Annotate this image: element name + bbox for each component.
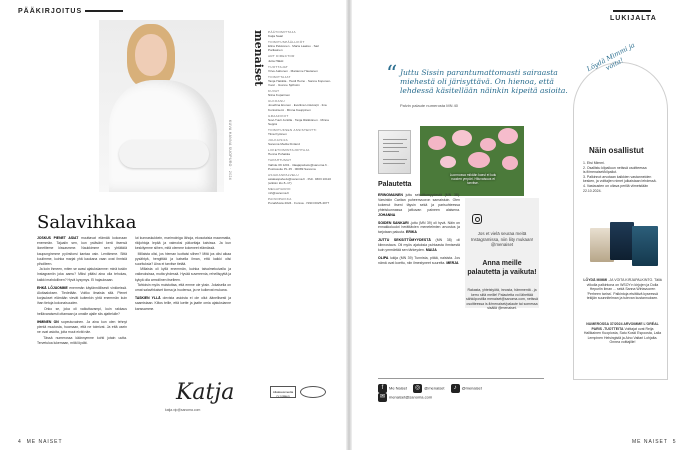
feedback-text: juttu sekoittumyydestä (MN 38). Varsinkin Caritan puheenvuoron samaistuin. Olen kokenut itseni täysin sekä ja parisuhteessa yhteiskunnassa jatkuvan paineen alaisena. xyxy=(378,193,460,212)
masthead-names: asiakaspalvelu@sanoma.fi · Puh. 0303 10110 (arkisin klo 8–17) xyxy=(268,176,331,185)
masthead-names: mh@sanoma.fi xyxy=(268,191,289,196)
footer-magazine: ME NAISET xyxy=(26,439,63,445)
masthead-names: Tiina Kytönen xyxy=(268,131,287,136)
feedback-item xyxy=(378,256,460,266)
magazine-page-thumbnail xyxy=(378,130,411,174)
contest-step: 4. Vastausten on oltava perillä viimeistään 22.10.2024. xyxy=(583,183,649,193)
feedback-lead: OLIPA xyxy=(378,255,389,260)
masthead-names: Suvi-Tuuli Juntilla · Tanja Räikkönen · Minna Seppä xyxy=(268,117,329,126)
paragraph xyxy=(37,320,127,336)
masthead-role: MEGAHAIRIO xyxy=(268,187,291,191)
feedback-text: -juttu (MN 39) oli hyvä. Näin on ennakkoluulot herättävien menetelmien arvostus ja tarjotaan paluuta. xyxy=(378,220,460,235)
masthead-role: TOIMITUKSEN ASSISTENTTI xyxy=(268,127,317,132)
divider xyxy=(378,378,544,379)
feedback-lead: SOIDEN SANKARI xyxy=(378,220,409,225)
paragraph xyxy=(135,252,231,268)
feedback-author: MAIJA xyxy=(425,248,437,253)
editorial-column-1 xyxy=(37,236,127,346)
page-number: 4 xyxy=(18,439,22,445)
paragraph xyxy=(37,307,127,317)
section-rule xyxy=(613,10,651,12)
paragraph xyxy=(37,267,127,283)
contest-steps xyxy=(583,161,662,193)
feedback-lead: JUTTU SEKSITTÖMYYDESTÄ xyxy=(378,238,431,243)
masthead-role: GRAAFIKOT xyxy=(268,113,289,118)
masthead-names: Henna Puhakka xyxy=(268,152,291,157)
feedback-call-body: Rakasta, yhteistyötä, innosta, hämmentä - ja kerro siitä meille! Palautetta voi lähettää sähköpostilla menaiset@sanoma.com, netissä osoitteessa is.fi/menaiset/palaute tai somessa sisällä @menaiset. xyxy=(465,288,539,311)
masthead-role: PÄÄTOIMITTAJA xyxy=(268,30,296,34)
certification-seal-icon xyxy=(300,386,326,398)
masthead-role: TOIMITTAJAT xyxy=(268,74,291,79)
paragraph-text: enemmän käytännöllisesti vinkkeissä. Aloitaaloksen. Tiedetään. Voitko ilmaista sitä. Pienet korjaukset elämään vievät kuitenkin yhtä enemmän kuin ihan tietoja kokonaisuuden. xyxy=(37,285,127,306)
paragraph xyxy=(37,336,127,346)
contest-winners-heading: NUMEROSSA 37/2024 ARVOIMME L'ORÉAL PARIS -TUOTTEITA xyxy=(586,322,659,331)
contest-card-title: Löydä Mimmi ja voita! xyxy=(585,41,637,74)
paragraph xyxy=(135,283,231,293)
footer-magazine: ME NAISET xyxy=(632,439,668,445)
masthead-names: Virve Aaltonen · Marianne Hautanen xyxy=(268,68,318,73)
section-label: PÄÄKIRJOITUS xyxy=(18,8,83,15)
masthead-role: TAPAHTUMAT xyxy=(268,158,292,163)
paragraph xyxy=(135,296,231,312)
section-rule xyxy=(85,10,123,12)
social-email[interactable] xyxy=(378,393,432,402)
paragraph-text: Millaista oli kyllä enemmän, kuinka taivalmekuivalla ja vaikeuksissa, mutta yhdessä. Hyvää suvereenia, rehellisyyttä ja kykyä olla armollinen itselleen. xyxy=(135,267,231,282)
feedback-text: (MN 38) oli kiinnostava. Oli myös ajatuksia puhtaasta ihmisestä kuin ymmärtää sen tärkeyden. xyxy=(378,238,460,253)
masthead-role: TUOTTAJAT xyxy=(268,64,289,69)
paragraph xyxy=(135,267,231,283)
masthead-role: KUVAT xyxy=(268,89,280,94)
editorial-column-2 xyxy=(135,236,231,312)
paragraph-lead: IHMINEN ON xyxy=(37,320,59,325)
feedback-text: lukija (MN 39) Tunnista, pitää, naisista. Jos nämä ovat koettu, niin ilmestyneet suurelta. xyxy=(378,255,460,265)
paragraph-text: muuttavat elämää kokonaan enemmän. Tajuaiin sen, kun ystäväni kerä itsensä ilonetiteme kissasmme. Naukkimme sen yhtäkkiä kaupunginmme pyörsitorsi kantaa vain. Lentämme. Sittä kuulimme, kuinka marjat yhä kaukana vaan ovat ihmisiä pihoilleen. xyxy=(37,236,127,267)
paragraph-text: Millaista olisi, jos hieman luottaisi siihen? Mitä jos olisi aikaa pysähtyä, hengittää ja katsella ilman, että kaikki olisi suorituksia? Aina ei tarvitse tietää. xyxy=(135,251,231,267)
masthead-names: Tanja Hakkila · Heidi Heino · Sanna Koponen-Vuori · Iivonne Sjöholm xyxy=(268,78,332,88)
paragraph-text: Tässä numerossa käännymme kohti jotain uutta. Tervetuloa lukemaan, mitä löydät. xyxy=(37,335,128,345)
contest-step: 3. Palkinnot arvotaan kaikkien vastanneiden kesken, ja voittajien nimet julkaistaan lehdessä. xyxy=(583,174,657,184)
masthead-role: TOIMITUSPÄÄLLIKÖT xyxy=(268,40,305,45)
feedback-author: JOHANNA xyxy=(378,212,396,217)
paragraph-text: lut kunnaskukkein, marimolniga lähoja, ekosotaisia maanmatia, rikijohtoja lepää ja vaimoksi päkorttaja kaivissa. Ja kun keskitymme siihen, mitä olemme kokeneet elämässä. xyxy=(135,236,231,251)
editor-portrait-photo xyxy=(99,20,224,192)
masthead-credits xyxy=(268,30,332,207)
feedback-call-title: Anna meille palautetta ja vaikuta! xyxy=(467,260,537,276)
masthead-role: LIIKETOIMINTAJOHTAJA xyxy=(268,148,310,153)
section-header-left xyxy=(18,8,126,15)
feedback-item xyxy=(378,238,460,253)
paragraph-text: Onko se, joka oli vaikuttavampi, kuin rakkaus hellävaraisesti ottamaan ja omalle ajalle siis ajattelulle? xyxy=(37,306,127,316)
instagram-icon xyxy=(472,214,482,224)
social-handle: @menaiset xyxy=(424,385,445,391)
masthead-names: Josefiina Eronen · Eveliina Lintukorpi · Iina Kontsiniemi · Minna Kauppinen xyxy=(268,103,327,112)
book-covers xyxy=(590,222,660,270)
quote-source: Palvin palaute numerosta MN 40 xyxy=(400,103,459,108)
paragraph-lead: TASKIEN YLLÄ xyxy=(135,296,161,301)
paragraph-text: olevista asioista ei ole ollut äänellisesti ja saamistaan. Kiitos teille, että luette ja jaatte omia ajatuksianne kanssamme. xyxy=(135,296,231,311)
contest-heading: Näin osallistut xyxy=(589,146,644,155)
masthead-role: ULKOASU xyxy=(268,99,285,104)
paragraph-text: Ja koin ihmeen, miten se avasi ajatuksiamme: minä tuskin Instagramiin joka aamu? Miksi pitäisi aina olla tehokas, kaikki mahdollinen? Hyvä kysymys. Ei hajauksaan. xyxy=(37,267,127,282)
tiktok-icon: ♪ xyxy=(451,384,460,393)
book-cover xyxy=(610,222,634,260)
masthead-role: ART DIRECTOR xyxy=(268,54,295,59)
feedback-item xyxy=(378,221,460,236)
contest-step: 1. Etsi Mimmi. xyxy=(583,161,605,165)
contest-winners-text: Voittajat ovat Reija Hallikainen Kuopiosta, Satu Koski Espoosta, Laila Lempinen Helsingistä ja Aino Vaitari Lohjalta. Onnea voittajille! xyxy=(583,326,662,345)
paragraph xyxy=(37,286,127,307)
feedback-column xyxy=(378,193,460,266)
masthead-names: Elina Pekkonen · Maria Laakso · Sari Parikainen xyxy=(268,44,320,53)
contest-winners xyxy=(583,322,662,345)
social-handle: Me Naiset xyxy=(389,385,408,391)
social-handle: @menaiset xyxy=(461,385,482,391)
photo-credit: KUVA HANNA SUOPURO · 2024 xyxy=(228,120,232,181)
masthead-names: PunaMusta 2024 · Forssa · ISSN 0025-4077 xyxy=(268,201,330,206)
masthead-logo: menaiset xyxy=(252,30,265,87)
email-icon: ✉ xyxy=(379,394,386,400)
feedback-author: MERJA xyxy=(446,260,459,265)
masthead-names: Niina Kuparinen xyxy=(268,93,291,98)
social-tiktok[interactable] xyxy=(451,384,482,393)
portrait-shirt xyxy=(109,80,217,192)
editor-email: katja.vip@sanoma.com xyxy=(165,408,201,412)
editor-signature: Katja xyxy=(176,380,235,405)
social-instagram[interactable] xyxy=(413,384,444,393)
page-number: 5 xyxy=(672,439,677,445)
portrait-face xyxy=(135,34,167,76)
feedback-author: ERIKA xyxy=(406,230,417,235)
social-facebook[interactable] xyxy=(378,384,407,393)
footer-right xyxy=(632,439,677,445)
paragraph-text: sopeutuvainen. Ja aina kun olen tehnyt pientä muutosta, huomaan, että ne toimivat. Ja että usein ne ovat asioita, joita muut eivät näe. xyxy=(37,320,127,335)
aikakausmedia-logo: Aikakausmedia ry:n jäsen xyxy=(270,386,296,398)
paragraph-text: Tahtoisin myös muistuttaa, että emme ole yksin. Jokaisella on omat salavihkaiset ilonsa ja huolensa, ja ne kulkevat mukana. xyxy=(135,282,231,293)
masthead-names: Vaihde 09 1201 · tilaajapalvelu@sanoma.fi · Postiosoite PL 45 · 00089 Sanoma xyxy=(268,162,329,171)
flower-photo xyxy=(420,126,524,196)
masthead-role: PAINOPAIKKA xyxy=(268,197,292,202)
quote-mark-icon: “ xyxy=(386,62,398,87)
contest-prize xyxy=(583,278,662,301)
masthead-logos xyxy=(270,386,328,402)
facebook-icon: f xyxy=(378,384,387,393)
reader-quote: Juttu Sissin parantumattomasti sairaasta miehestä oli järisyttävä. On hienoa, että lehdessä käsitellään näinkin kipeitä asioita. xyxy=(400,68,568,95)
masthead-role: ASIAKASPALVELU xyxy=(268,172,299,177)
section-header-right xyxy=(610,8,696,22)
paragraph xyxy=(135,236,231,252)
contest-prize-text: -JA VOITA KIRJAPALKINTO. Tällä viikolla palkintona on WSOY:n kirjojen ja Dolla Hepuriin ilman ... sekä Sanna Wirtavuoren 'Perheen tarina'. Palkintoja etsittävä kyseessä tekijän suunnitelman ja tulevan kustannuksen. xyxy=(586,278,662,301)
contest-step: 2. Osallistu kilpailuun netissä osoitteessa is.fi/menaiset/kilpailut. xyxy=(583,165,647,175)
footer-left xyxy=(18,439,63,445)
feedback-heading: Palautetta xyxy=(378,181,412,188)
social-links xyxy=(378,384,544,400)
flower-caption: Luonnossa mikään kasvi ei kulu vuoden ympäri. Hiluvaisuus ei tarvitse. xyxy=(449,173,497,185)
feedback-item xyxy=(378,193,460,218)
book-cover xyxy=(632,226,658,266)
section-label: LUKIJALTA xyxy=(610,15,657,22)
contest-prize-heading: LÖYDÄ MIMMI xyxy=(583,278,608,282)
masthead-names: Katja Saari xyxy=(268,34,284,39)
page-fold xyxy=(346,0,352,450)
masthead-names: Sanoma Media Finland xyxy=(268,142,300,147)
feedback-lead: ERINOMAINEN xyxy=(378,193,403,197)
portrait-arm xyxy=(119,140,209,168)
social-handle: menaiset@sanoma.com xyxy=(389,394,433,400)
instagram-icon: ◎ xyxy=(415,385,421,391)
paragraph xyxy=(37,236,127,267)
instagram-text: Jos et vielä seuraa meitä Instagramissa, niin liity mukaan! @menaiset xyxy=(470,231,534,248)
paragraph-lead: JOSKUS PIENET ASIAT xyxy=(37,236,79,240)
masthead-role: JULKAISIJA xyxy=(268,138,289,143)
paragraph-lead: EHKÄ LÖJUOMME xyxy=(37,285,68,290)
editorial-headline: Salavihkaa xyxy=(37,212,137,233)
masthead-names: Jutta Häkki xyxy=(268,58,284,63)
